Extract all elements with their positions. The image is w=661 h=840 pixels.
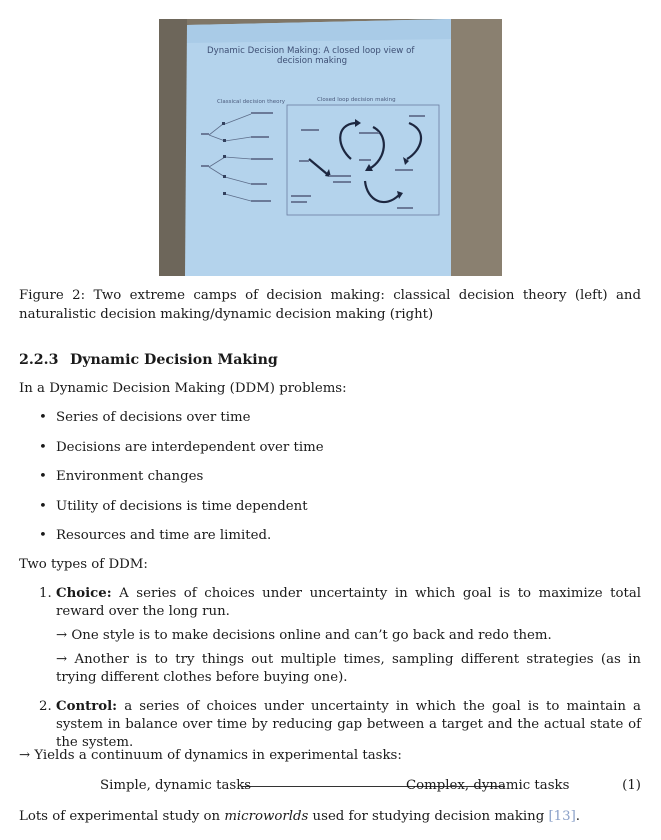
enum-number: 1.: [39, 586, 52, 601]
ddm-properties-list: [39, 409, 324, 557]
yields-line: → Yields a continuum of dynamics in experimental tasks:: [19, 748, 402, 763]
citation-link[interactable]: [13]: [548, 809, 576, 824]
list-item: • Series of decisions over time: [39, 409, 324, 439]
closing-period: .: [575, 809, 581, 824]
sub-note: → One style is to make decisions online and can’t go back and redo them.: [56, 628, 552, 643]
enum-text: a series of choices under uncertainty in which the goal is to maintain a system in balance over time by reducing gap between a target and the actual state of the system.: [56, 699, 641, 750]
slide-right-label: Closed loop decision making: [317, 97, 396, 103]
closing-paragraph: [19, 808, 580, 826]
closing-text: used for studying decision making: [308, 809, 549, 824]
continuum-left: Simple, dynamic tasks: [100, 778, 252, 793]
slide-title-line1: Dynamic Decision Making: A closed loop view of: [207, 46, 415, 56]
slide-title-line2: decision making: [277, 56, 348, 66]
types-intro: Two types of DDM:: [19, 557, 148, 572]
slide-left-label: Classical decision theory: [217, 99, 285, 105]
enum-text: A series of choices under uncertainty in which goal is to maximize total reward over the long run.: [56, 586, 641, 619]
sub-note: → Another is to try things out multiple times, sampling different strategies (as in trying different clothes before buying one).: [56, 652, 641, 685]
continuum-right: Complex, dynamic tasks: [406, 778, 570, 793]
list-item: • Environment changes: [39, 468, 324, 498]
enum-term: Control:: [56, 699, 118, 714]
enum-item-choice: [39, 585, 641, 621]
equation-number: (1): [622, 778, 641, 793]
list-item: • Decisions are interdependent over time: [39, 439, 324, 469]
enum-item-control: [39, 698, 641, 752]
figure-caption: Figure 2: Two extreme camps of decision making: classical decision theory (left) and naturalistic decision making/dynamic decision making (right): [19, 288, 641, 322]
section-number: 2.2.3: [19, 352, 59, 368]
emphasis-term: microworlds: [224, 809, 309, 824]
intro-paragraph: In a Dynamic Decision Making (DDM) problems:: [19, 381, 347, 396]
closing-text: Lots of experimental study on: [19, 809, 225, 824]
enum-term: Choice:: [56, 586, 112, 601]
continuum-equation: [100, 777, 641, 795]
slide-photo: [159, 19, 502, 276]
enum-number: 2.: [39, 699, 52, 714]
list-item: • Utility of decisions is time dependent: [39, 498, 324, 528]
list-item: • Resources and time are limited.: [39, 527, 324, 557]
section-title: Dynamic Decision Making: [70, 352, 278, 368]
section-heading: [19, 351, 278, 369]
